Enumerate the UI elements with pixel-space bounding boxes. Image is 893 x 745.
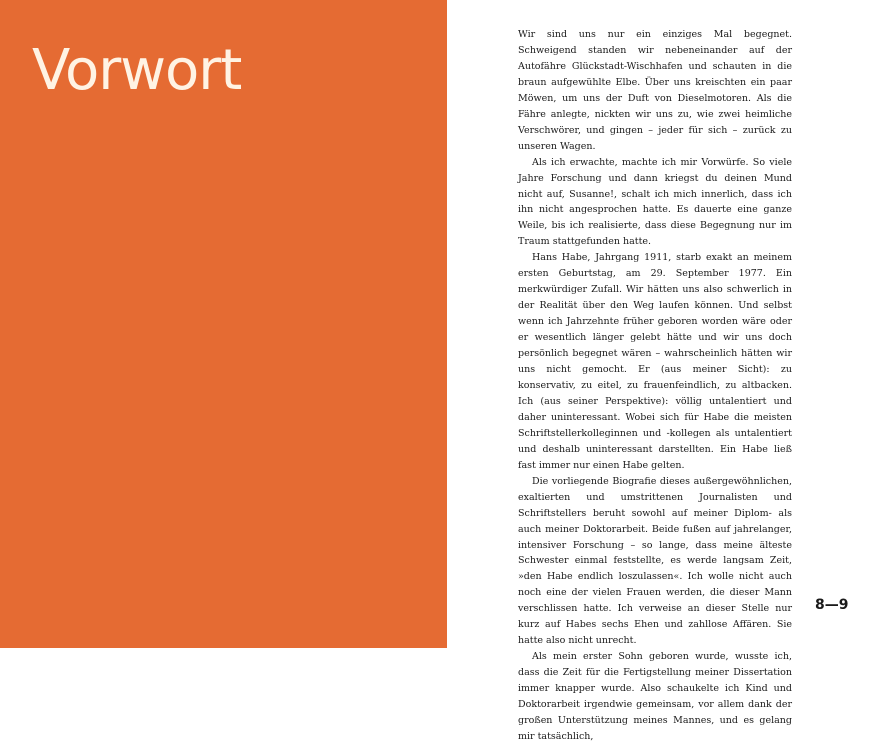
text-page	[447, 0, 893, 742]
chapter-title-panel	[0, 0, 447, 648]
page-number: 8—9	[815, 597, 849, 613]
chapter-title: Vorwort	[32, 38, 242, 103]
paragraph: Als ich erwachte, machte ich mir Vorwürfe. So viele Jahre Forschung und dann kriegst du deinen Mund nicht auf, Susanne!, schalt ich mich innerlich, dass ich ihn nicht angesprochen hatte. Es dauerte eine ganze Weile, bis ich realisierte, dass diese Begegnung nur im Traum stattgefunden hatte.	[518, 156, 792, 248]
paragraph: Als mein erster Sohn geboren wurde, wusste ich, dass die Zeit für die Fertigstellung meiner Dissertation immer knapper wurde. Also schaukelte ich Kind und Doktorarbeit irgendwie gemeinsam, vor allem dank der großen Unterstützung meines Mannes, und es gelang mir tatsächlich,	[518, 651, 792, 742]
paragraph: Die vorliegende Biografie dieses außergewöhnlichen, exaltierten und umstrittenen Journalisten und Schriftstellers beruht sowohl auf meiner Diplom- als auch meiner Doktorarbeit. Beide fußen auf jahrelanger, intensiver Forschung – so lange, dass meine älteste Schwester einmal feststellte, es werde langsam Zeit, »den Habe endlich loszulassen«. Ich wolle nicht auch noch eine der vielen Frauen werden, die dieser Mann verschlissen hatte. Ich verweise an dieser Stelle nur kurz auf Habes sechs Ehen und zahllose Affären. Sie hatte also nicht unrecht.	[518, 475, 792, 647]
paragraph: Wir sind uns nur ein einziges Mal begegnet. Schweigend standen wir nebeneinander auf der Autofähre Glückstadt-Wischhafen und schauten in die braun aufgewühlte Elbe. Über uns kreischten ein paar Möwen, um uns der Duft von Dieselmotoren. Als die Fähre anlegte, nickten wir uns zu, wie zwei heimliche Verschwörer, und gingen – jeder für sich – zurück zu unseren Wagen.	[518, 29, 792, 152]
body-text	[518, 27, 792, 745]
paragraph: Hans Habe, Jahrgang 1911, starb exakt an meinem ersten Geburtstag, am 29. September 1977. Ein merkwürdiger Zufall. Wir hätten uns also schwerlich in der Realität über den Weg laufen können. Und selbst wenn ich Jahrzehnte früher geboren worden wäre oder er wesentlich länger gelebt hätte und wir uns doch persönlich begegnet wären – wahrscheinlich hätten wir uns nicht gemocht. Er (aus meiner Sicht): zu konservativ, zu eitel, zu frauenfeindlich, zu altbacken. Ich (aus seiner Perspektive): völlig untalentiert und daher uninteressant. Wobei sich für Habe die meisten Schriftstellerkolleginnen und -kollegen als untalentiert und deshalb uninteressant darstellten. Ein Habe ließ fast immer nur einen Habe gelten.	[518, 252, 792, 471]
